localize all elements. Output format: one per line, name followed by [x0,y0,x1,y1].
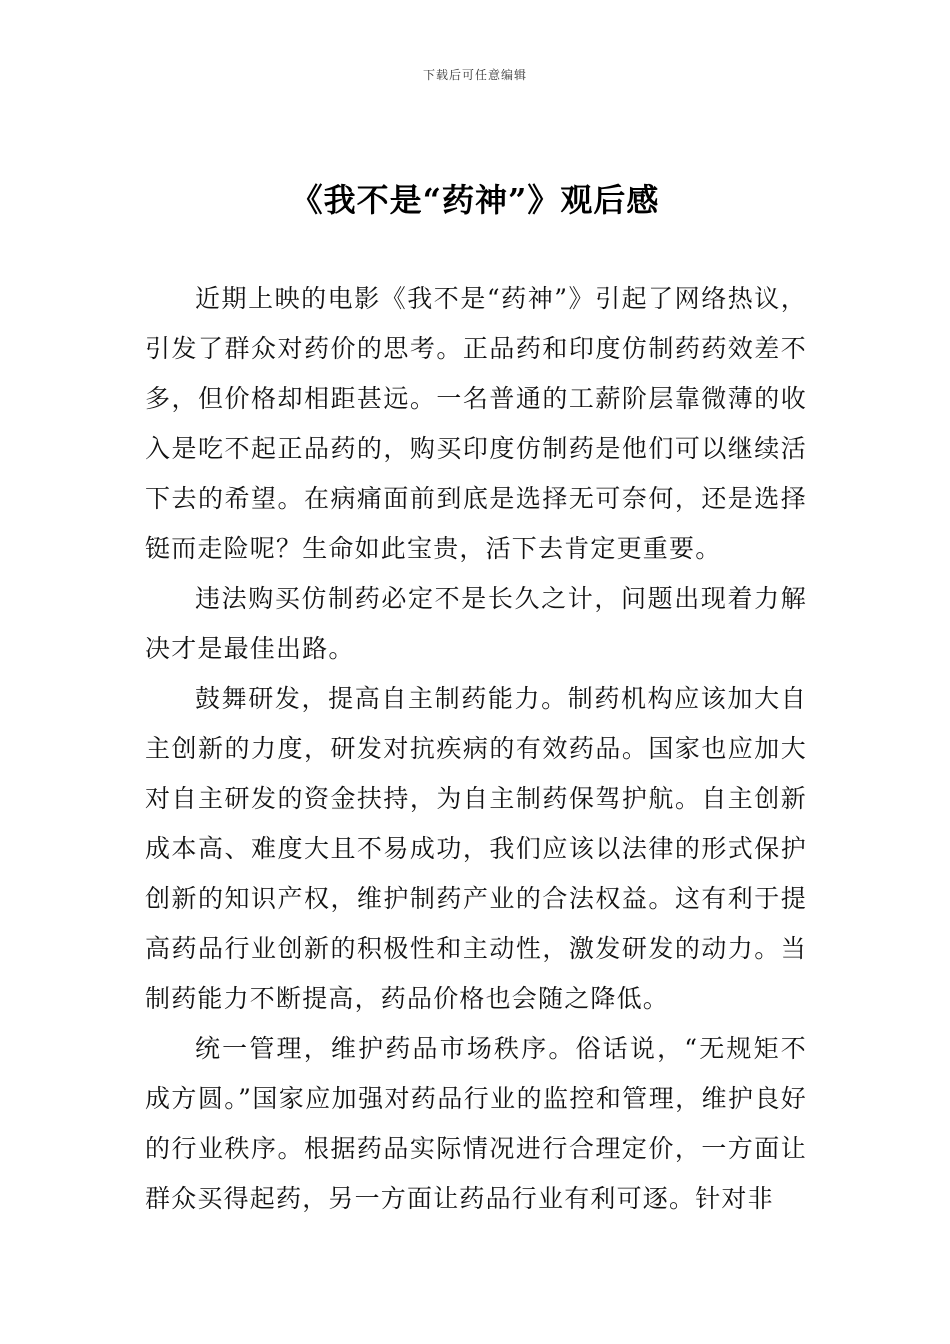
document-body [145,274,807,1224]
document-title: 《我不是“药神”》观后感 [290,181,660,219]
header-note: 下载后可任意编辑 [422,68,527,82]
paragraph-4: 统一管理，维护药品市场秩序。俗话说，“无规矩不成方圆。”国家应加强对药品行业的监控和管理，维护良好的行业秩序。根据药品实际情况进行合理定价，一方面让群众买得起药，另一方面让药品行业有利可逐。针对非 [145,1034,807,1213]
paragraph-2: 违法购买仿制药必定不是长久之计，问题出现着力解决才是最佳出路。 [145,584,807,663]
paragraph-3: 鼓舞研发，提高自主制药能力。制药机构应该加大自主创新的力度，研发对抗疾病的有效药品。国家也应加大对自主研发的资金扶持，为自主制药保驾护航。自主创新成本高、难度大且不易成功，我们应该以法律的形式保护创新的知识产权，维护制药产业的合法权益。这有利于提高药品行业创新的积极性和主动性，激发研发的动力。当制药能力不断提高，药品价格也会随之降低。 [145,684,807,1013]
paragraph-1: 近期上映的电影《我不是“药神”》引起了网络热议，引发了群众对药价的思考。正品药和印度仿制药药效差不多，但价格却相距甚远。一名普通的工薪阶层靠微薄的收入是吃不起正品药的，购买印度仿制药是他们可以继续活下去的希望。在病痛面前到底是选择无可奈何，还是选择铤而走险呢？生命如此宝贵，活下去肯定更重要。 [145,284,807,563]
